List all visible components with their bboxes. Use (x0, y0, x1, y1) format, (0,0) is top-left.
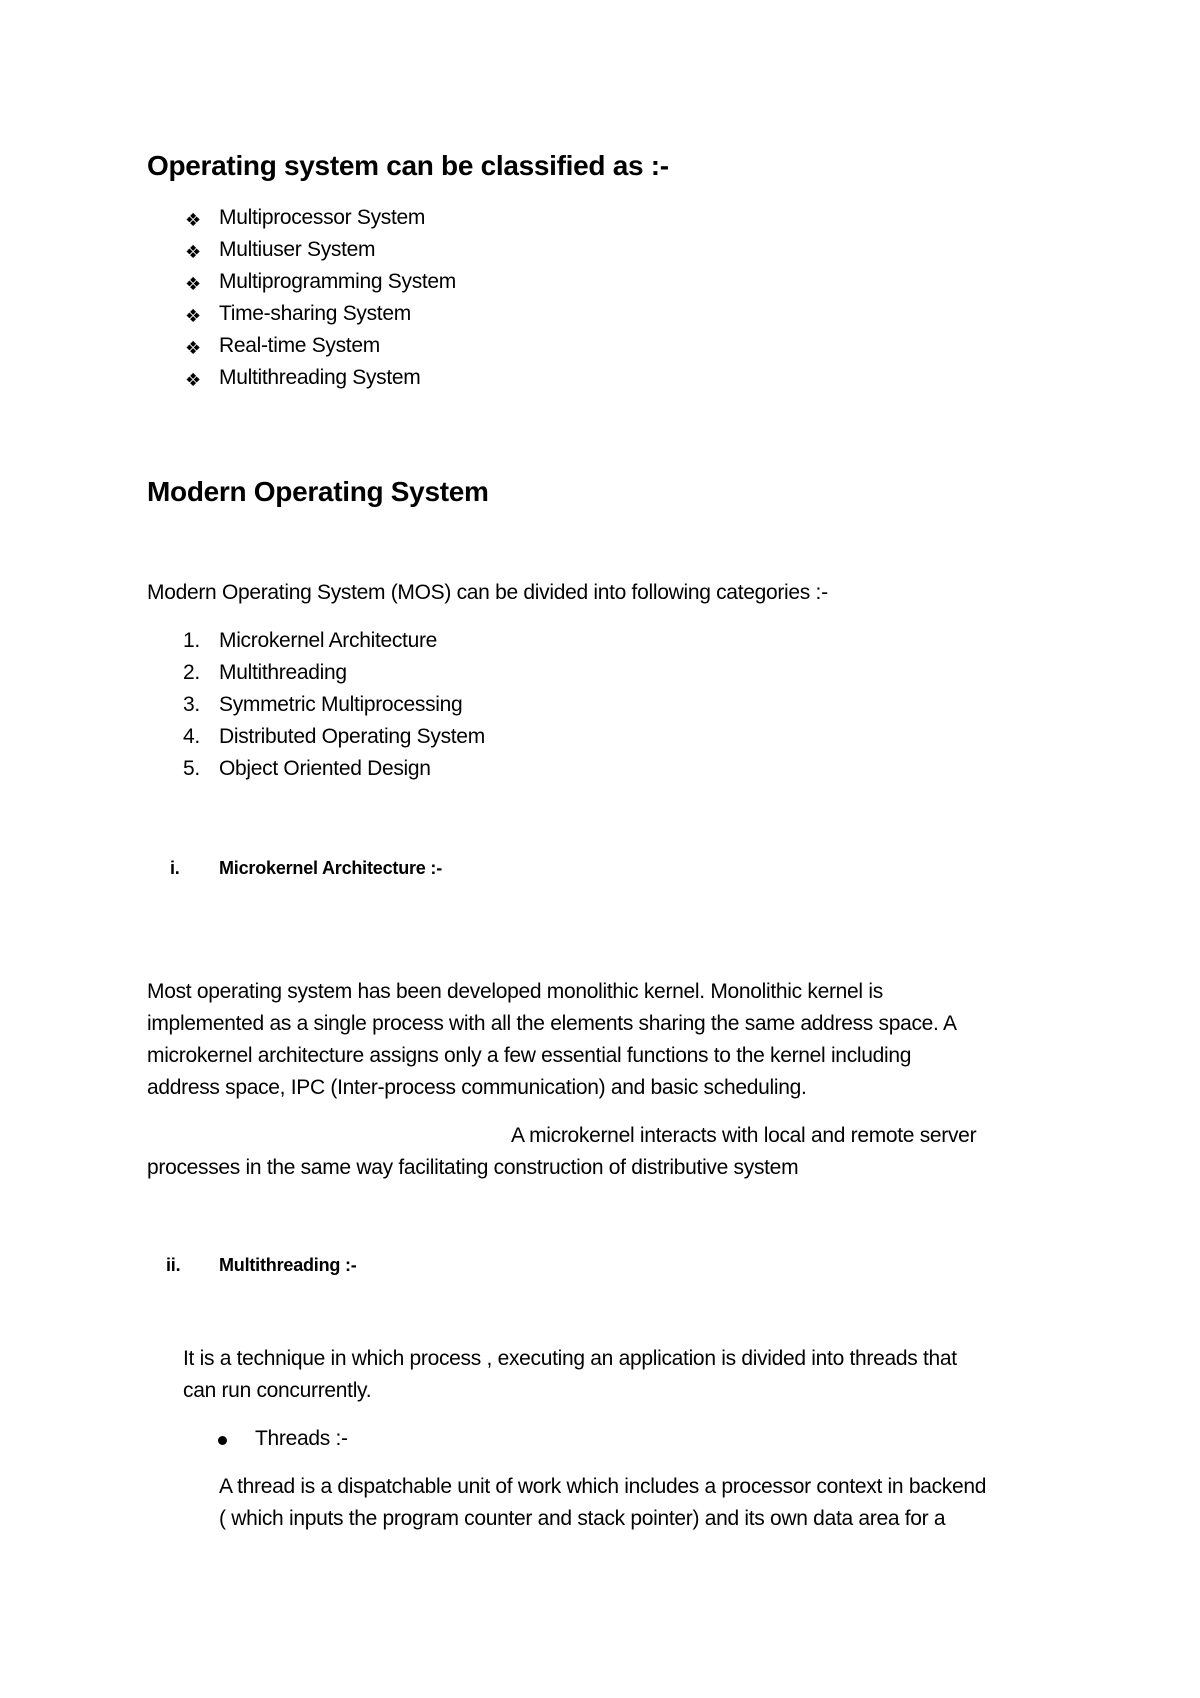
list-item: Distributed Operating System (219, 725, 485, 748)
diamond-bullet-icon: ❖ (185, 210, 202, 230)
diamond-bullet-icon: ❖ (185, 338, 202, 358)
paragraph-line: implemented as a single process with all the elements sharing the same address space. A (147, 1012, 957, 1035)
paragraph-line: A microkernel interacts with local and remote server (511, 1124, 977, 1147)
paragraph-line: can run concurrently. (183, 1379, 372, 1402)
list-item: Symmetric Multiprocessing (219, 693, 463, 716)
subsection-heading-microkernel: Microkernel Architecture :- (219, 858, 442, 878)
subsection-numeral: i. (170, 858, 180, 878)
list-item: Multiprogramming System (219, 270, 456, 293)
list-item: Object Oriented Design (219, 757, 431, 780)
diamond-bullet-icon: ❖ (185, 306, 202, 326)
list-item: Multithreading (219, 661, 347, 684)
diamond-bullet-icon: ❖ (185, 242, 202, 262)
list-item: Multithreading System (219, 366, 421, 389)
list-item: Time-sharing System (219, 302, 411, 325)
paragraph-line: Most operating system has been developed monolithic kernel. Monolithic kernel is (147, 980, 883, 1003)
list-item: Real-time System (219, 334, 380, 357)
diamond-bullet-icon: ❖ (185, 274, 202, 294)
modern-os-intro: Modern Operating System (MOS) can be divided into following categories :- (147, 581, 828, 604)
list-number: 1. (183, 629, 200, 652)
list-number: 3. (183, 693, 200, 716)
paragraph-line: A thread is a dispatchable unit of work which includes a processor context in backend (219, 1475, 987, 1498)
list-number: 5. (183, 757, 200, 780)
subsection-heading-multithreading: Multithreading :- (219, 1255, 357, 1275)
threads-label: Threads :- (255, 1427, 348, 1450)
list-item: Multiprocessor System (219, 206, 426, 229)
list-item: Microkernel Architecture (219, 629, 438, 652)
diamond-bullet-icon: ❖ (185, 370, 202, 390)
paragraph-line: It is a technique in which process , executing an application is divided into threads that (183, 1347, 957, 1370)
bullet-dot-icon (218, 1436, 227, 1445)
section-title-modern-os: Modern Operating System (147, 476, 489, 507)
list-number: 4. (183, 725, 200, 748)
paragraph-line: microkernel architecture assigns only a few essential functions to the kernel including (147, 1044, 912, 1067)
paragraph-line: ( which inputs the program counter and stack pointer) and its own data area for a (219, 1507, 946, 1530)
list-number: 2. (183, 661, 200, 684)
list-item: Multiuser System (219, 238, 376, 261)
section-title-classification: Operating system can be classified as :- (147, 150, 669, 181)
paragraph-line: address space, IPC (Inter-process communication) and basic scheduling. (147, 1076, 807, 1099)
paragraph-line: processes in the same way facilitating construction of distributive system (147, 1156, 799, 1179)
subsection-numeral: ii. (166, 1255, 181, 1275)
